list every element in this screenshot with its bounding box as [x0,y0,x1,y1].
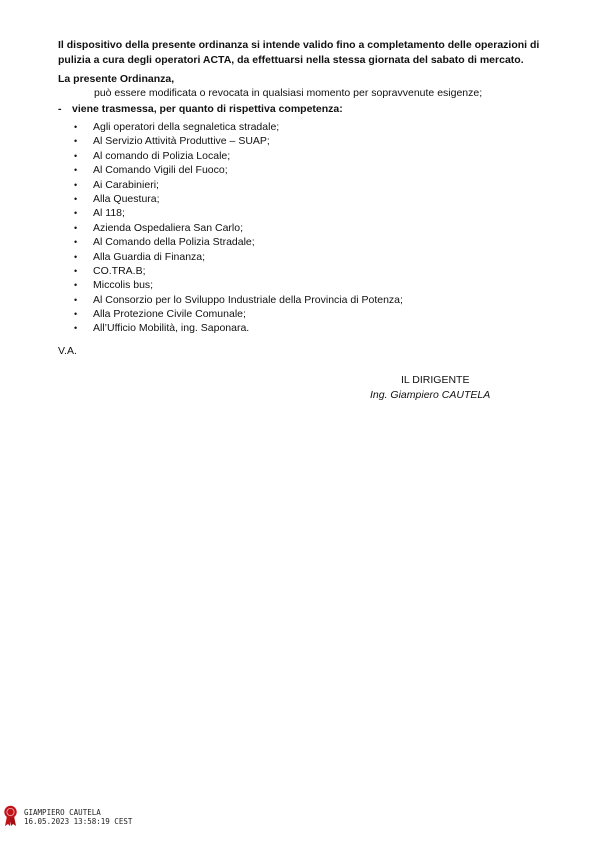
recipient-item [72,321,403,335]
bullet-icon: • [74,150,78,161]
recipient-text: CO.TRA.B; [93,264,146,277]
recipient-item [72,134,403,148]
bullet-icon: • [74,294,78,305]
recipient-item [72,235,403,249]
stamp-signer: GIAMPIERO CAUTELA [24,808,101,817]
ordinance-label: La presente Ordinanza, [58,73,175,85]
recipient-item [72,278,403,292]
modification-text: può essere modificata o revocata in qualsiasi momento per sopravvenute esigenze; [94,87,483,99]
bullet-icon: • [74,309,78,320]
recipient-text: Al Comando Vigili del Fuoco; [93,164,228,177]
transmission-heading [58,102,343,117]
bullet-icon: • [74,165,78,176]
signature-title: IL DIRIGENTE [401,374,470,386]
recipient-item [72,178,403,192]
recipient-text: Al Consorzio per lo Sviluppo Industriale della Provincia di Potenza; [93,293,403,306]
recipient-item [72,307,403,321]
recipient-item [72,192,403,206]
recipient-item [72,120,403,134]
validity-paragraph: Il dispositivo della presente ordinanza si intende valido fino a completamento delle operazioni di pulizia a cura degli operatori ACTA, da effettuarsi nella stessa giornata del sabato di mercato. [58,39,540,66]
recipient-item [72,264,403,278]
va-note: V.A. [58,345,77,357]
recipient-text: Azienda Ospedaliera San Carlo; [93,221,244,234]
recipient-text: Al 118; [93,207,125,220]
bullet-icon: • [74,323,78,334]
recipient-text: Ai Carabinieri; [93,178,159,191]
recipient-text: Al Comando della Polizia Stradale; [93,236,255,249]
bullet-icon: • [74,208,78,219]
bullet-icon: • [74,136,78,147]
digital-signature-stamp [24,808,132,826]
recipient-text: Agli operatori della segnaletica stradale; [93,121,280,133]
recipient-item [72,250,403,264]
recipient-text: Al comando di Polizia Locale; [93,149,231,162]
recipient-item [72,163,403,177]
recipient-item [72,221,403,235]
recipient-item [72,293,403,307]
recipient-text: Miccolis bus; [93,279,154,292]
bullet-icon: • [74,265,78,276]
recipients-list [72,120,403,336]
bullet-icon: • [74,280,78,291]
transmission-label: viene trasmessa, per quanto di rispettiva competenza: [72,103,343,115]
bullet-icon: • [74,179,78,190]
recipient-text: Alla Guardia di Finanza; [93,250,206,263]
bullet-icon: • [74,251,78,262]
recipient-text: All’Ufficio Mobilità, ing. Saponara. [93,322,250,335]
seal-ribbon-icon [3,805,18,827]
recipient-item [72,206,403,220]
recipient-text: Alla Protezione Civile Comunale; [93,308,246,321]
bullet-icon: • [74,222,78,233]
dash-marker: - [58,103,62,115]
recipient-text: Alla Questura; [93,192,160,205]
stamp-timestamp: 16.05.2023 13:58:19 CEST [24,817,133,826]
recipient-item [72,149,403,163]
bullet-icon: • [74,122,78,132]
signature-name: Ing. Giampiero CAUTELA [370,389,491,401]
bullet-icon: • [74,193,78,204]
recipient-text: Al Servizio Attività Produttive – SUAP; [93,135,270,148]
bullet-icon: • [74,237,78,248]
